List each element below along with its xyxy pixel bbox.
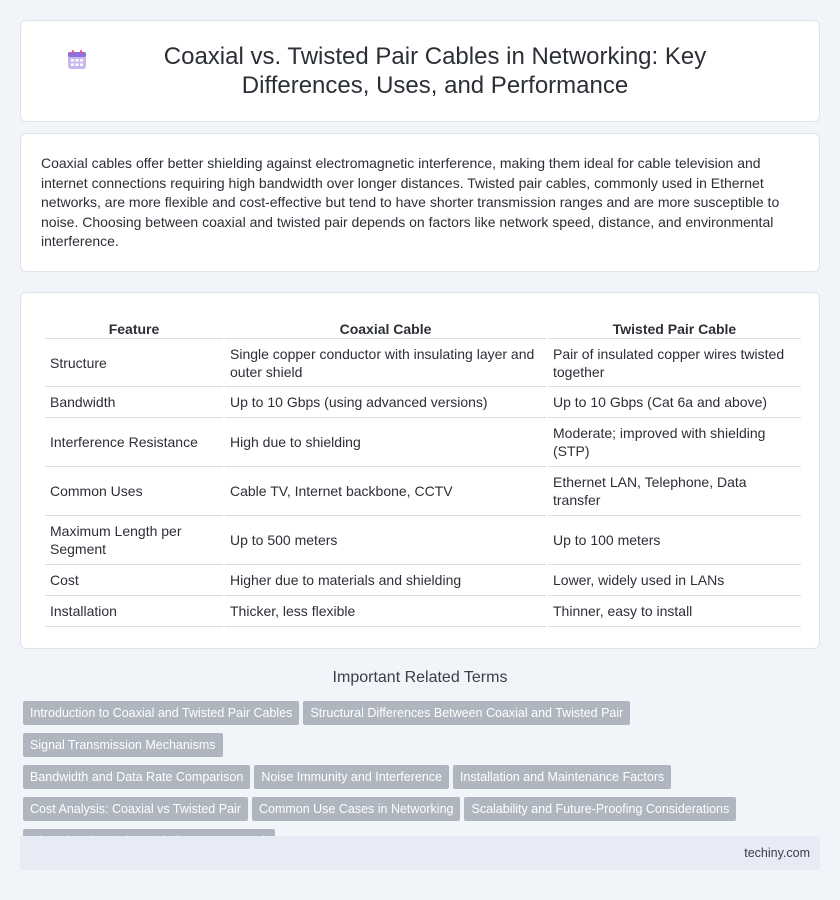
table-row: [45, 387, 801, 418]
related-term-tag[interactable]: Scalability and Future-Proofing Considerations: [464, 797, 736, 821]
related-term-tag[interactable]: Cost Analysis: Coaxial vs Twisted Pair: [23, 797, 248, 821]
table-cell-twisted-pair: Up to 100 meters: [548, 516, 801, 565]
table-row: [45, 596, 801, 627]
related-term-tag[interactable]: Bandwidth and Data Rate Comparison: [23, 765, 250, 789]
table-cell-coaxial: Cable TV, Internet backbone, CCTV: [225, 467, 546, 516]
table-cell-feature: Cost: [45, 565, 223, 596]
table-cell-coaxial: Thicker, less flexible: [225, 596, 546, 627]
table-cell-feature: Structure: [45, 339, 223, 387]
footer-site-link[interactable]: techiny.com: [744, 846, 810, 860]
table-row: [45, 418, 801, 467]
intro-card: [20, 133, 820, 272]
table-cell-twisted-pair: Lower, widely used in LANs: [548, 565, 801, 596]
table-cell-coaxial: High due to shielding: [225, 418, 546, 467]
related-term-tag[interactable]: Installation and Maintenance Factors: [453, 765, 671, 789]
comparison-table: [43, 313, 803, 627]
table-row: [45, 339, 801, 387]
page-title: Coaxial vs. Twisted Pair Cables in Networking: Key Differences, Uses, and Performance: [163, 43, 707, 99]
table-cell-twisted-pair: Pair of insulated copper wires twisted together: [548, 339, 801, 387]
header-coaxial: Coaxial Cable: [225, 313, 546, 339]
table-cell-feature: Interference Resistance: [45, 418, 223, 467]
table-cell-coaxial: Single copper conductor with insulating layer and outer shield: [225, 339, 546, 387]
related-terms-heading: Important Related Terms: [332, 669, 508, 686]
table-cell-coaxial: Up to 500 meters: [225, 516, 546, 565]
table-row: [45, 467, 801, 516]
header-card: [20, 20, 820, 122]
header-twisted-pair: Twisted Pair Cable: [548, 313, 801, 339]
table-cell-feature: Maximum Length per Segment: [45, 516, 223, 565]
comparison-table-card: [20, 292, 820, 649]
intro-paragraph: Coaxial cables offer better shielding against electromagnetic interference, making them ideal for cable television and internet connections requiring high bandwidth over longer distances. Twisted pair cables, commonly used in Ethernet networks, are more flexible and cost-effective but tend to have shorter transmission ranges and are more susceptible to noise. Choosing between coaxial and twisted pair depends on factors like network speed, distance, and environmental interference.: [41, 155, 780, 249]
table-row: [45, 565, 801, 596]
related-term-tag[interactable]: Noise Immunity and Interference: [254, 765, 449, 789]
header-feature: Feature: [45, 313, 223, 339]
table-cell-twisted-pair: Thinner, easy to install: [548, 596, 801, 627]
table-cell-coaxial: Higher due to materials and shielding: [225, 565, 546, 596]
related-term-tag[interactable]: Signal Transmission Mechanisms: [23, 733, 223, 757]
related-term-tag[interactable]: Structural Differences Between Coaxial and Twisted Pair: [303, 701, 630, 725]
related-term-tag[interactable]: Common Use Cases in Networking: [252, 797, 461, 821]
table-cell-feature: Bandwidth: [45, 387, 223, 418]
footer: [20, 836, 820, 870]
table-header-row: [45, 313, 801, 339]
table-cell-twisted-pair: Moderate; improved with shielding (STP): [548, 418, 801, 467]
table-cell-twisted-pair: Ethernet LAN, Telephone, Data transfer: [548, 467, 801, 516]
table-cell-feature: Installation: [45, 596, 223, 627]
table-cell-feature: Common Uses: [45, 467, 223, 516]
table-cell-twisted-pair: Up to 10 Gbps (Cat 6a and above): [548, 387, 801, 418]
table-row: [45, 516, 801, 565]
table-cell-coaxial: Up to 10 Gbps (using advanced versions): [225, 387, 546, 418]
related-term-tag[interactable]: Introduction to Coaxial and Twisted Pair Cables: [23, 701, 299, 725]
